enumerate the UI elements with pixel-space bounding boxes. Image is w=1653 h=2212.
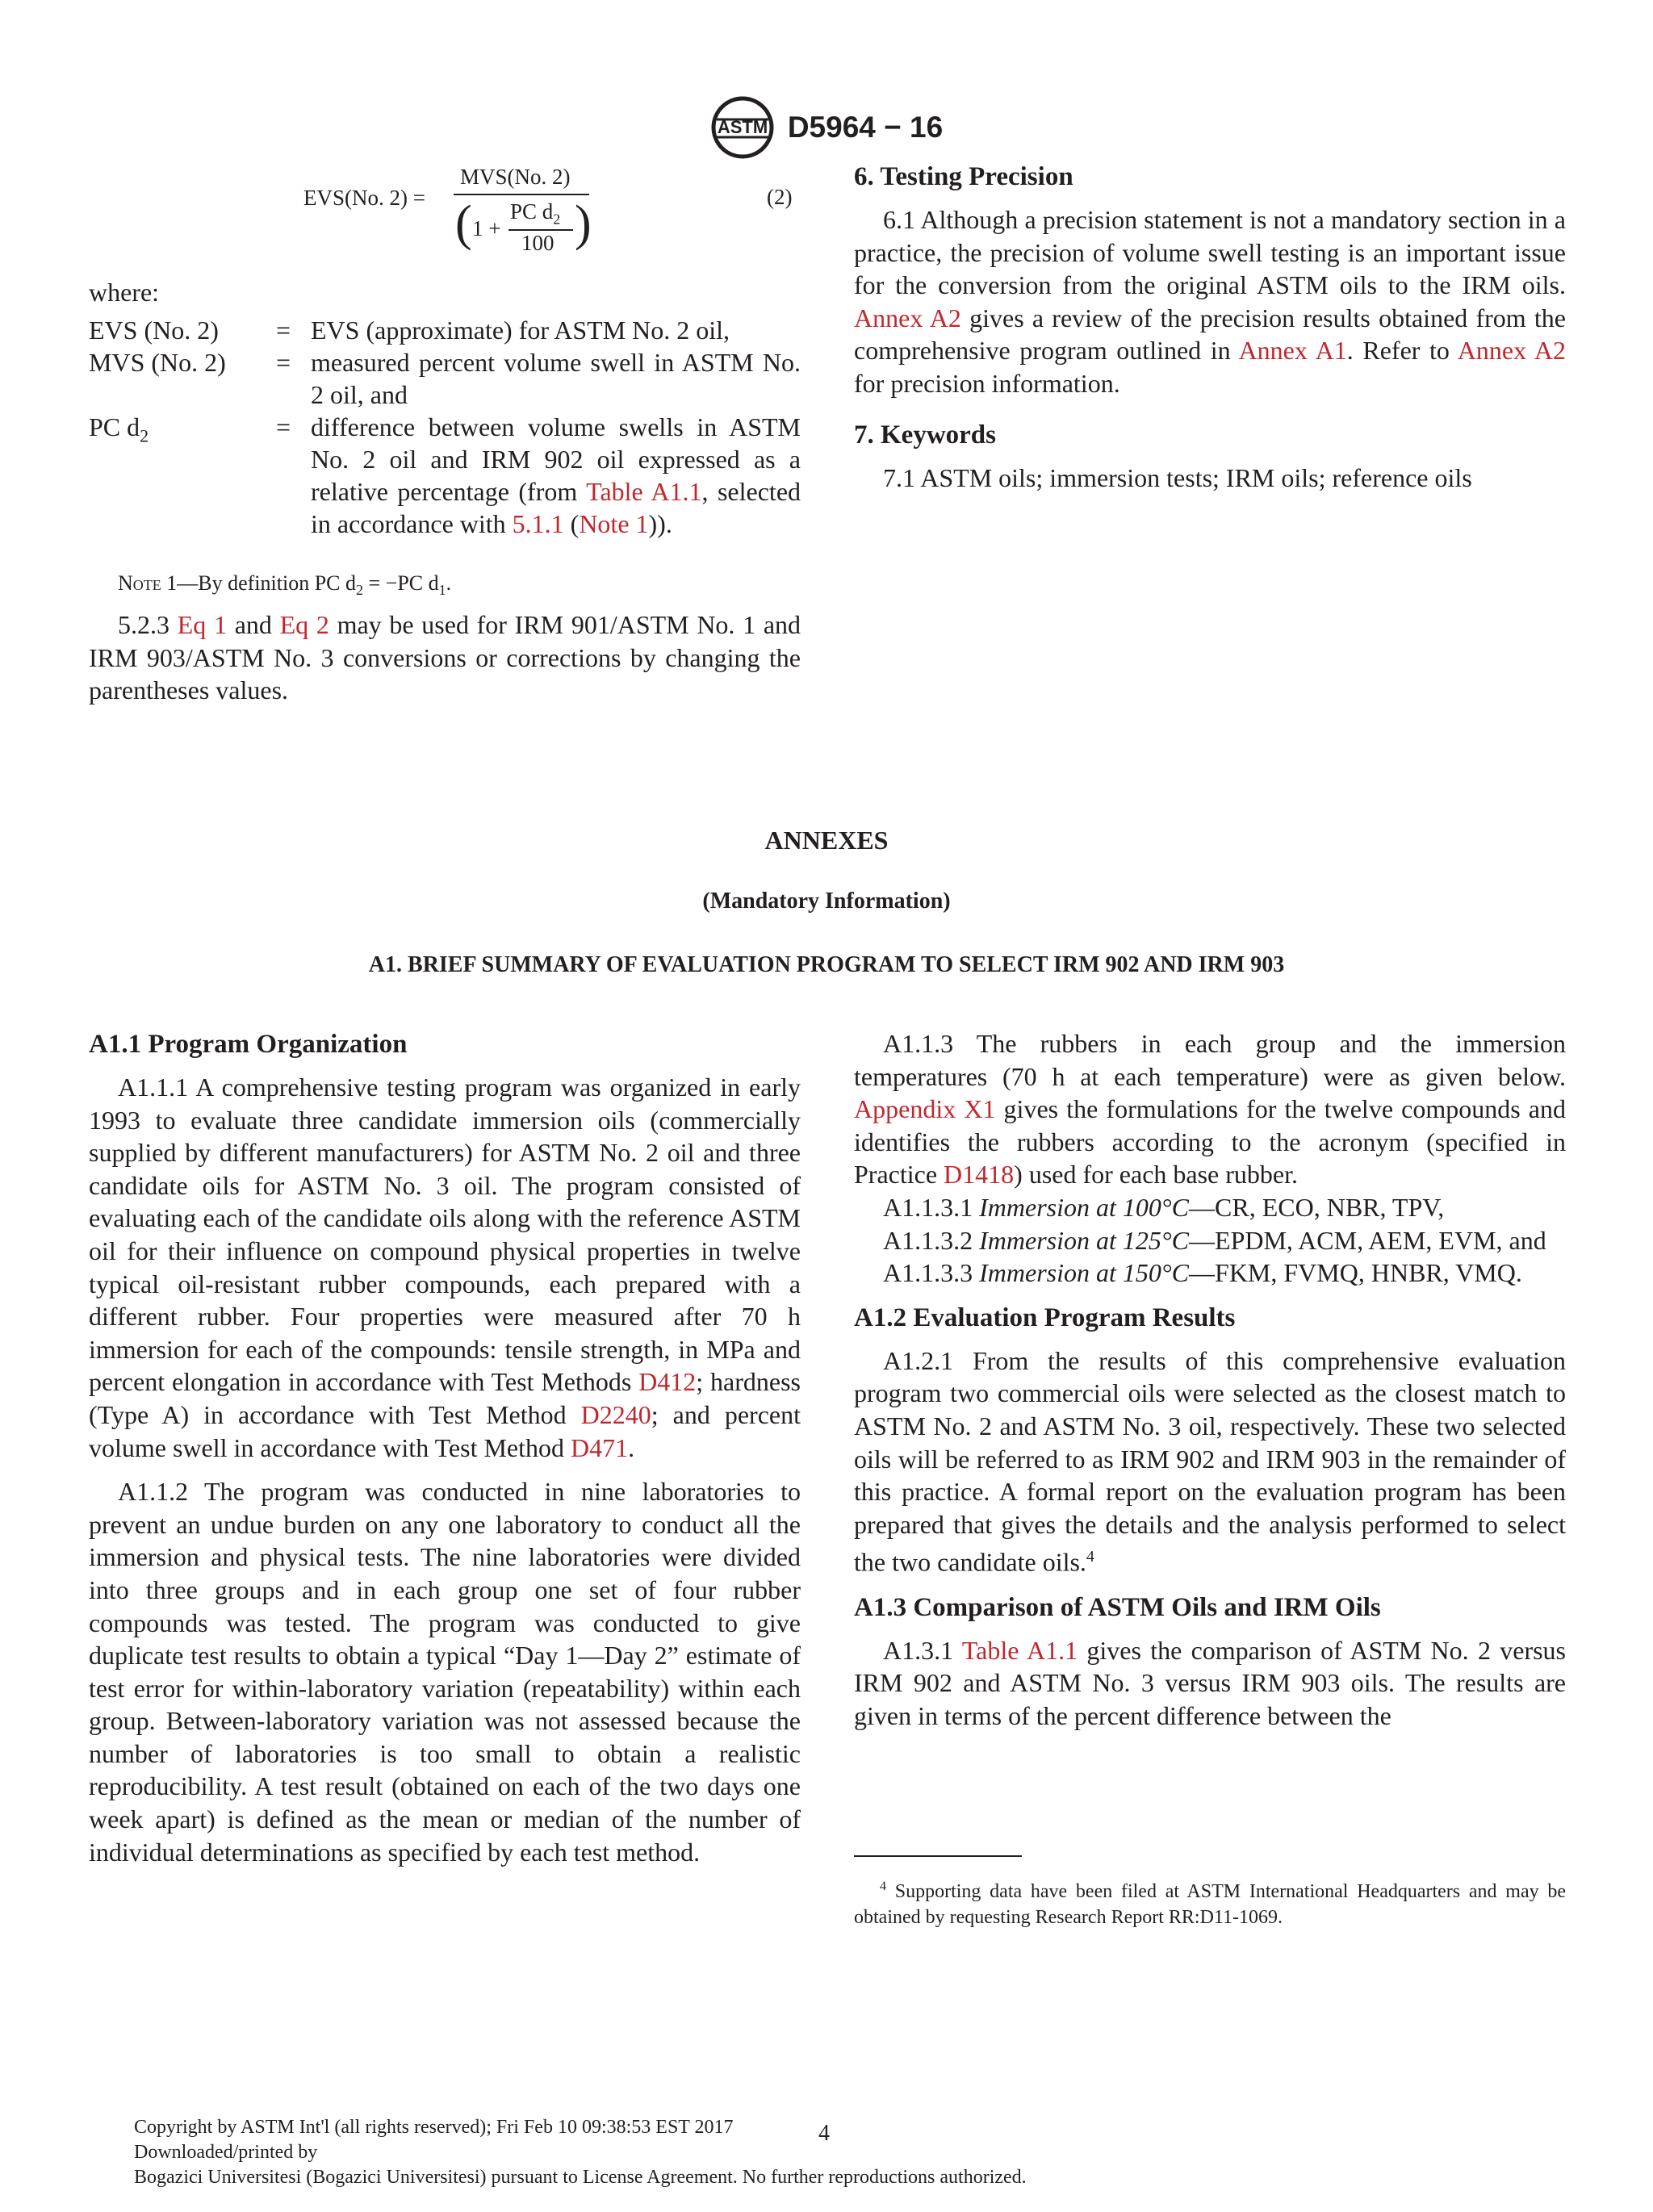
astm-logo-icon [710, 95, 775, 160]
link-5-1-1[interactable]: 5.1.1 [512, 509, 564, 538]
link-appendix-x1[interactable]: Appendix X1 [854, 1094, 996, 1124]
equation-pcd: PC $d_2$ [510, 199, 561, 228]
a1-2-heading: A1.2 Evaluation Program Results [854, 1303, 1236, 1332]
definition-term: PC $d_2$ [89, 412, 149, 446]
link-d1418[interactable]: D1418 [944, 1160, 1015, 1190]
copyright-footer [134, 2115, 1027, 2190]
left-column-annex [89, 1027, 801, 1868]
link-annex-a2-2[interactable]: Annex A2 [1457, 336, 1567, 366]
definition-evs [89, 314, 801, 346]
annexes-subtitle: (Mandatory Information) [702, 889, 951, 914]
paragraph-a1-1-2: A1.1.2 The program was conducted in nine laboratories to prevent an undue burden on any one laboratory to conduct all the immersion and physical tests. The nine laboratories were divided into three groups and in each group one set of four rubber compounds was tested. The program was conducted to give duplicate test results to obtain a typical “Day 1—Day 2” estimate of test error for within-laboratory variation (repeatability) within each group. Between-laboratory variation was not assessed because the number of laboratories is too small to obtain a realistic reproducibility. A test result (obtained on each of the two days one week apart) is defined as the mean or median of the number of individual determinations as specified by each test method. [89, 1477, 801, 1867]
definitions-list [89, 314, 801, 540]
paragraph-a1-3-1: A1.3.1 Table A1.1 gives the comparison of ASTM No. 2 versus IRM 902 and ASTM No. 3 versus IRM 903 oils. The results are given in terms of the percent difference between the [854, 1635, 1567, 1730]
equation-2 [89, 161, 801, 266]
svg-text:ASTM: ASTM [717, 117, 768, 137]
link-d471[interactable]: D471 [571, 1432, 629, 1462]
definition-sign: = [276, 412, 291, 441]
equation-number: (2) [767, 185, 793, 209]
link-note-1[interactable]: Note 1 [579, 509, 649, 538]
section-7-heading: 7. Keywords [854, 420, 996, 450]
paragraph-a1-1-3-3: A1.1.3.3 Immersion at 150°C—FKM, FVMQ, HNBR, VMQ. [883, 1258, 1522, 1288]
footnote-4: $^4$ Supporting data have been filed at ASTM International Headquarters and may be obtained by requesting Research Report RR:D11-1069. [854, 1880, 1566, 1928]
link-eq-1[interactable]: Eq 1 [177, 610, 227, 639]
paren-right: ) [575, 196, 592, 251]
section-6-heading: 6. Testing Precision [854, 162, 1073, 191]
footer-line-1: Copyright by ASTM Int'l (all rights reserved); Fri Feb 10 09:38:53 EST 2017 [134, 2117, 734, 2138]
paragraph-a1-2-1: A1.2.1 From the results of this comprehensive evaluation program two commercial oils were selected as the closest match to ASTM No. 2 and ASTM No. 3 oil, respectively. These two selected oils will be referred to as IRM 902 and IRM 903 in the remainder of this practice. A formal report on the evaluation program has been prepared that gives the details and the analysis performed to select the two candidate oils.$^4$ [854, 1345, 1566, 1577]
definition-term: MVS (No. 2) [89, 348, 226, 377]
link-d412[interactable]: D412 [638, 1367, 697, 1397]
page-header [0, 95, 1653, 160]
definition-desc: EVS (approximate) for ASTM No. 2 oil, [311, 316, 730, 345]
link-annex-a2[interactable]: Annex A2 [854, 303, 961, 332]
right-column-annex [854, 1027, 1566, 1732]
paragraph-a1-1-3-2: A1.1.3.2 Immersion at 125°C—EPDM, ACM, AEM, EVM, and [883, 1225, 1546, 1255]
link-table-a1-1-b[interactable]: Table A1.1 [961, 1635, 1078, 1665]
link-table-a1-1[interactable]: Table A1.1 [586, 477, 702, 506]
paragraph-7-1: 7.1 ASTM oils; immersion tests; IRM oils; reference oils [883, 462, 1472, 492]
right-column-top [854, 160, 1566, 494]
paragraph-a1-1-1: A1.1.1 A comprehensive testing program was organized in early 1993 to evaluate three candidate immersion oils (commercially supplied by different manufacturers) for ASTM No. 2 oil and three candidate oils for ASTM No. 3 oil. The program consisted of evaluating each of the candidate oils along with the reference ASTM oil for their influence on compound physical properties in twelve typical oil-resistant rubber compounds, each prepared with a different rubber. Four properties were measured after 70 h immersion for each of the compounds: tensile strength, in MPa and percent elongation in accordance with Test Methods D412; hardness (Type A) in accordance with Test Method D2240; and percent volume swell in accordance with Test Method D471. [89, 1073, 801, 1462]
page-number: 4 [818, 2121, 830, 2146]
definition-pcd2 [89, 411, 801, 540]
paragraph-6-1: 6.1 Although a precision statement is not a mandatory section in a practice, the precision of volume swell testing is an important issue for the conversion from the original ASTM oils to the IRM oils. Annex A2 gives a review of the precision results obtained from the comprehensive program outlined in Annex A1. Refer to Annex A2 for precision information. [854, 205, 1567, 398]
paren-left: ( [455, 196, 472, 251]
a1-1-heading: A1.1 Program Organization [89, 1030, 408, 1059]
footer-line-2: Downloaded/printed by [134, 2142, 318, 2163]
annexes-title: ANNEXES [764, 826, 889, 855]
link-eq-2[interactable]: Eq 2 [279, 610, 329, 639]
note-1: Note 1—By definition PC $d_2 = -PC$ $d_1$. [118, 571, 452, 599]
definition-term: EVS (No. 2) [89, 316, 219, 345]
link-annex-a1[interactable]: Annex A1 [1238, 336, 1347, 366]
a1-3-heading: A1.3 Comparison of ASTM Oils and IRM Oils [854, 1592, 1381, 1622]
equation-lhs: EVS(No. 2) = [303, 186, 425, 210]
paragraph-5-2-3: 5.2.3 Eq 1 and Eq 2 may be used for IRM 901/ASTM No. 1 and IRM 903/ASTM No. 3 conversions or corrections by changing the parentheses values. [89, 610, 801, 705]
equation-one-plus: 1 + [472, 216, 501, 240]
definition-desc: difference between volume swells in ASTM No. 2 oil and IRM 902 oil expressed as a relative percentage (from Table A1.1, selected in accordance with 5.1.1 (Note 1)). [311, 412, 801, 538]
definition-desc: measured percent volume swell in ASTM No. 2 oil, and [311, 348, 801, 409]
equation-100: 100 [521, 231, 554, 255]
definition-sign: = [276, 348, 291, 377]
link-d2240[interactable]: D2240 [580, 1399, 651, 1429]
where-label: where: [89, 278, 160, 307]
annex-a1-title: A1. BRIEF SUMMARY OF EVALUATION PROGRAM TO SELECT IRM 902 AND IRM 903 [368, 952, 1285, 977]
footnote-rule [854, 1855, 1022, 1857]
footer-line-3: Bogazici Universitesi (Bogazici Universitesi) pursuant to License Agreement. No further reproductions authorized. [134, 2167, 1027, 2188]
paragraph-a1-1-3: A1.1.3 The rubbers in each group and the immersion temperatures (70 h at each temperature) were as given below. Appendix X1 gives the formulations for the twelve compounds and identifies the rubbers according to the acronym (specified in Practice D1418) used for each base rubber. [854, 1029, 1567, 1190]
document-designation: D5964 − 16 [787, 111, 944, 144]
definition-mvs [89, 346, 801, 411]
footnote-ref-4[interactable]: 4 [1086, 1548, 1094, 1566]
definition-sign: = [276, 316, 291, 345]
equation-numerator: MVS(No. 2) [460, 165, 571, 189]
fraction-bar [454, 194, 589, 195]
paragraph-a1-1-3-1: A1.1.3.1 Immersion at 100°C—CR, ECO, NBR, TPV, [883, 1192, 1445, 1222]
